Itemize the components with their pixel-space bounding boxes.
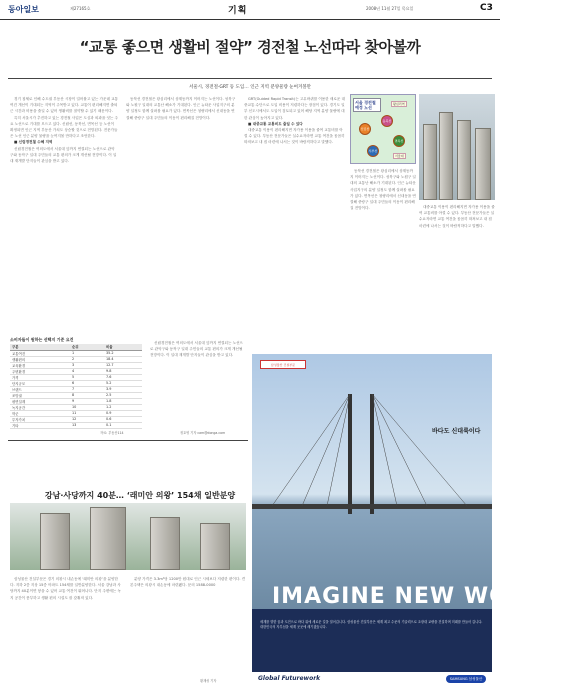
table-cell: 3 [70, 362, 104, 368]
table-cell: 학군 [10, 410, 70, 416]
table-cell: 0.9 [104, 410, 142, 416]
table-cell: 5 [70, 374, 104, 380]
issue-number: 제27165호 [70, 6, 91, 11]
table-cell: 생활편의 [10, 356, 70, 362]
table-cell: 0.6 [104, 416, 142, 422]
map-station-label: 서울대 [395, 154, 404, 158]
table-cell: 교육환경 [10, 362, 70, 368]
table-cell: 8 [70, 392, 104, 398]
table-cell: 35.2 [104, 350, 142, 356]
ranking-table [10, 344, 142, 429]
table-cell: 1.2 [104, 404, 142, 410]
body-paragraph: 신림경전철은 여의도에서 서울대 앞까지 연결되는 노선으로 관악구와 동작구 일대 주민들의 교통 편의가 크게 개선될 전망이다. 이 일대 재개발 단지들이 관심을 받고 있다. [150, 341, 244, 358]
article-column-4 [350, 168, 416, 346]
body-paragraph: 대중교통 이용이 편리해지면 자가용 이용을 줄여 교통비를 아낄 수 있다. 부동산 전문가들은 실수요자라면 교통 여건을 꼼꼼히 따져보고 내 집 마련에 나서는 것이 바람직하다고 말했다. [419, 205, 495, 228]
map-line-marker: 면목선 [393, 135, 405, 147]
ad-body-text: 세계를 향한 꿈과 도전으로 바다 위에 새로운 길을 열어갑니다. 삼성물산 건설부문은 세계 최고 수준의 기술력으로 초장대 교량을 건설하며 미래를 만들어 갑니다. 대한민국의 자부심을 세계 곳곳에 새기겠습니다. [260, 620, 483, 630]
article-column-3 [244, 96, 346, 346]
table-cell: 2.5 [104, 392, 142, 398]
building [423, 124, 437, 200]
issue-date: 2008년 11월 27일 목요일 [366, 6, 414, 11]
advertisement[interactable] [252, 354, 561, 686]
map-station-label: 왕십리역 [393, 102, 405, 106]
body-paragraph: 분양 가격은 3.3m²당 1200만 원대로 인근 시세보다 저렴한 편이다. 견본주택은 의왕시 내손동에 마련됐다. 문의 1588-0000 [130, 577, 246, 588]
building [439, 112, 453, 200]
section-rule [8, 440, 248, 441]
byline: 황재성 기자 [200, 679, 217, 683]
table-cell: 6 [70, 380, 104, 386]
table-cell: 5.2 [104, 380, 142, 386]
table-cell: 13 [70, 422, 104, 428]
page-number: C3 [480, 3, 493, 13]
table-cell: 7 [70, 386, 104, 392]
article-column-6 [150, 340, 244, 420]
ad-slogan: IMAGINE NEW WORLD [272, 584, 561, 609]
section-subheading: ■ 대중교통 교통비도 줄일 수 있다 [248, 121, 303, 126]
article2-column-2 [130, 576, 246, 676]
table-cell: 평면설계 [10, 398, 70, 404]
newspaper-logo: 동아일보 [8, 5, 39, 14]
table-cell: 12.7 [104, 362, 142, 368]
table-cell: 3.9 [104, 386, 142, 392]
body-paragraph: 신림경전철은 여의도에서 서울대 앞까지 연결되는 노선으로 관악구와 동작구 일대 주민들의 교통 편의가 크게 개선될 전망이다. 이 일대 재개발 단지들이 관심을 받고 있다. [10, 146, 117, 164]
table-cell: 9.8 [104, 368, 142, 374]
body-paragraph: 동북선 경전철은 왕십리에서 상계동까지 이어지는 노선이다. 성북구와 노원구 일대의 교통난 해소가 기대된다. 인근 뉴타운 사업지구의 분양 일정도 함께 살펴볼 필요가 있다. 면목선은 청량리에서 신내동을 연결해 중랑구 일대 주민들의 이동이 편리해질 전망이다. [126, 97, 236, 120]
table-cell: 2 [70, 356, 104, 362]
table-cell: 4 [70, 368, 104, 374]
table-cell: 11 [70, 410, 104, 416]
building [475, 128, 491, 200]
table-cell: 브랜드 [10, 386, 70, 392]
table-cell: 교통여건 [10, 350, 70, 356]
table-cell: 1.8 [104, 398, 142, 404]
table-cell: 주변환경 [10, 368, 70, 374]
building [40, 513, 70, 570]
article-headline: “교통 좋으면 생활비 절약” 경전철 노선따라 찾아볼까 [79, 38, 421, 56]
apartment-photo [419, 94, 495, 200]
table-cell: 0.1 [104, 422, 142, 428]
table-cell: 9 [70, 398, 104, 404]
table-cell: 투자가치 [10, 416, 70, 422]
article2-column-1 [10, 576, 122, 684]
building [150, 517, 180, 570]
building [457, 120, 471, 200]
building [90, 507, 126, 570]
body-paragraph: 삼성물산 건설부문은 경기 의왕시 내손동에 ‘래미안 의왕’을 분양한다. 지하 2층 지상 15층 아파트 154채를 일반분양한다. 서울 강남과 사당까지 40분이면 닿을 수 있어 교통 여건이 뛰어나다. 단지 주변에는 녹지 공간이 풍부하고 생활 편의 시설도 잘 갖춰져 있다. [10, 577, 121, 600]
table-cell: 18.4 [104, 356, 142, 362]
article-subhead: 서울시, 경전철·GRT 등 도입… 인근 지역 분양물량 눈여겨볼만 [188, 85, 312, 90]
route-map [350, 94, 416, 164]
table-cell: 1 [70, 350, 104, 356]
map-title: 서울 경전철 예정 노선 [353, 98, 381, 112]
building [200, 523, 230, 570]
table-header: 비율 [104, 344, 142, 350]
lead-paragraph: 경기 침체로 인해 수도권 부동산 시장이 얼어붙고 있는 가운데 교통 여건 개선이 기대되는 지역이 주목받고 있다. 교통이 편리해지면 출퇴근 시간과 비용을 줄일 수 있어 생활비를 절약할 수 있기 때문이다. [10, 97, 119, 114]
table-cell: 조망권 [10, 392, 70, 398]
article2-headline: 강남·사당까지 40분… ‘래미안 의왕’ 154채 일반분양 [44, 491, 236, 500]
table-title: 소비자들이 원하는 선택지 기준 요건 [10, 337, 74, 342]
samsung-logo: SAMSUNG 삼성물산 [446, 675, 486, 683]
table-cell: 10 [70, 404, 104, 410]
body-paragraph: 동북선 경전철은 왕십리에서 상계동까지 이어지는 노선이다. 성북구와 노원구 일대의 교통난 해소가 기대된다. 인근 뉴타운 사업지구의 분양 일정도 함께 살펴볼 필요가 있다. 면목선은 청량리에서 신내동을 연결해 중랑구 일대 주민들의 이동이 편리해질 전망이다. [350, 169, 416, 211]
bridge-cables [252, 394, 492, 509]
body-paragraph: GRT(Guided Rapid Transit)는 고무바퀴를 이용한 새로운 대중교통 수단으로 도입 비용이 저렴하다는 장점이 있다. 경기도 일부 신도시에서도 도입이 검토되고 있어 해당 지역 분양 물량에 대한 관심이 높아지고 있다. [244, 97, 345, 120]
ad-tagline: Global Futurework [258, 675, 321, 682]
table-row [10, 422, 142, 428]
table-cell: 12 [70, 416, 104, 422]
ad-brand-badge: 삼성물산 건설부문 [260, 360, 306, 369]
article-column-1 [10, 96, 118, 332]
table-header: 순위 [70, 344, 104, 350]
article-column-5 [419, 204, 495, 346]
table-cell: 기타 [10, 422, 70, 428]
section-title: 기획 [228, 6, 248, 16]
bridge-photo [252, 354, 492, 609]
map-line-marker: 동북선 [381, 115, 393, 127]
table-cell: 단지규모 [10, 380, 70, 386]
body-paragraph: 특히 서울시가 추진하고 있는 경전철 사업은 도심과 외곽을 잇는 주요 노선으로 기대를 모으고 있다. 신림선, 동북선, 면목선 등 노선이 확정되면 인근 지역 부동산 가치도 상승할 것으로 전망된다. 전문가들은 노선 인근 분양 물량을 눈여겨볼 만하다고 조언한다. [10, 115, 119, 139]
map-line-marker: 서부선 [367, 145, 379, 157]
apartment-rendering-photo [10, 503, 246, 570]
table-cell: 녹지공간 [10, 404, 70, 410]
headline-rule [8, 78, 492, 79]
byline: 정호영 기자 cam@donga.com [180, 431, 226, 435]
section-subheading: ■ 신림경전철 수혜 지역 [14, 140, 53, 145]
body-paragraph: 대중교통 이용이 편리해지면 자가용 이용을 줄여 교통비를 아낄 수 있다. 부동산 전문가들은 실수요자라면 교통 여건을 꼼꼼히 따져보고 내 집 마련에 나서는 것이 바람직하다고 말했다. [244, 128, 345, 145]
article-column-2 [126, 96, 236, 332]
table-cell: 가격 [10, 374, 70, 380]
table-header: 구분 [10, 344, 70, 350]
ad-caption: 바다도 신대륙이다 [432, 428, 481, 435]
table-source: 자료: 부동산114 [100, 431, 124, 435]
map-line-marker: 신림선 [359, 123, 371, 135]
table-cell: 7.6 [104, 374, 142, 380]
